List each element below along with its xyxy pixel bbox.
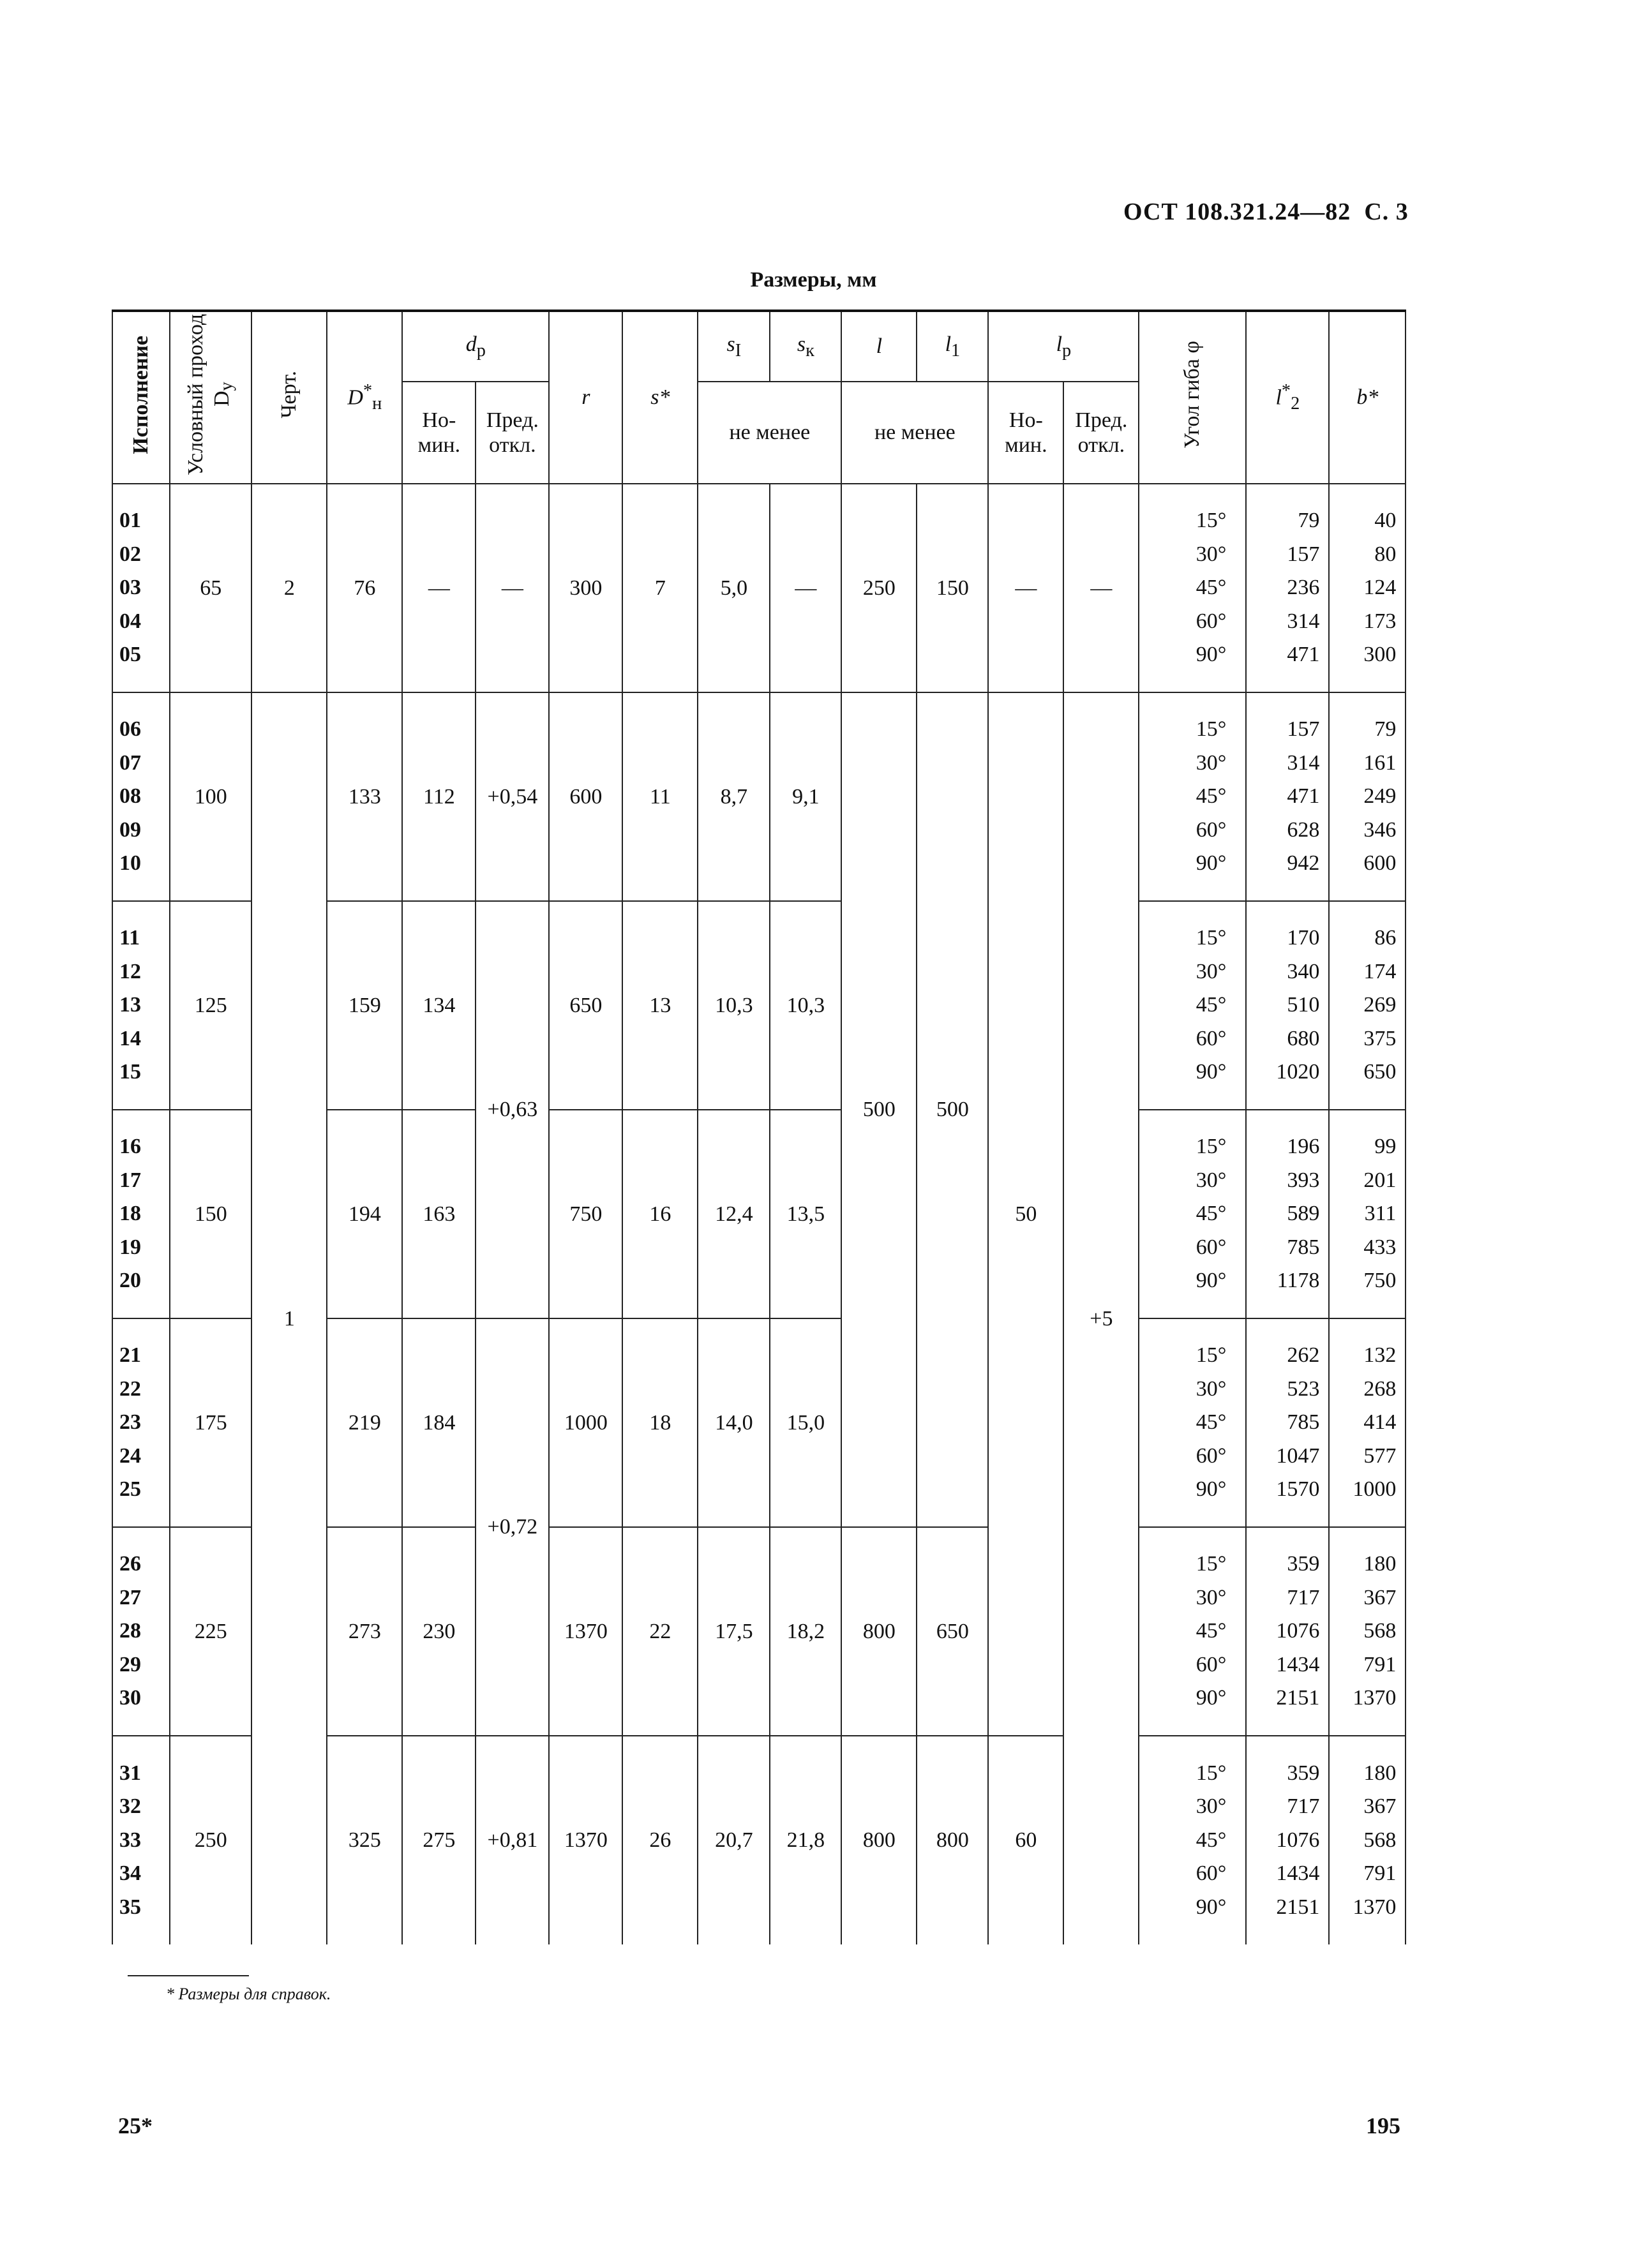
l2-list-item: 523 — [1287, 1376, 1320, 1401]
lp-nom-cell: — — [988, 484, 1063, 692]
l2-list-item: 236 — [1287, 576, 1320, 600]
angle-list — [1139, 1110, 1246, 1318]
angle-list-item: 60° — [1196, 609, 1227, 633]
angle-list — [1139, 692, 1246, 901]
col-dp: $d_р$ — [402, 311, 549, 382]
execution-list-item: 30 — [119, 1686, 141, 1710]
angle-list-item: 90° — [1196, 643, 1227, 667]
b-list-item: 414 — [1363, 1410, 1397, 1435]
dp-nom-cell: 230 — [402, 1527, 476, 1736]
l1-merged-500: 500 — [917, 692, 988, 1527]
execution-list-item: 01 — [119, 509, 141, 533]
col-execution: Исполнение — [112, 311, 170, 484]
page-number-left: 25* — [118, 2113, 153, 2138]
execution-list-item: 24 — [119, 1444, 141, 1468]
b-list-item: 180 — [1363, 1761, 1397, 1785]
b-list-item: 791 — [1363, 1652, 1397, 1676]
col-s1: $s_I$ — [698, 311, 770, 382]
angle-list-item: 45° — [1196, 576, 1227, 600]
b-list-item: 79 — [1374, 717, 1397, 742]
execution-list — [112, 1736, 170, 1944]
dp-nom-cell: 163 — [402, 1110, 476, 1318]
angle-list-item: 15° — [1196, 1343, 1227, 1368]
execution-list — [112, 692, 170, 901]
l-cell: 250 — [841, 484, 917, 692]
angle-list-item: 30° — [1196, 1794, 1227, 1819]
l2-list-item: 1178 — [1277, 1269, 1320, 1293]
page-number-right: 195 — [1366, 2113, 1400, 2138]
execution-list-item: 28 — [119, 1619, 141, 1643]
execution-list — [112, 1110, 170, 1318]
dn-cell: 133 — [327, 692, 402, 901]
execution-list-item: 17 — [119, 1168, 141, 1192]
l2-list — [1246, 1110, 1329, 1318]
b-list-item: 367 — [1363, 1794, 1397, 1819]
table-body — [112, 484, 1406, 1944]
execution-list-item: 25 — [119, 1477, 141, 1502]
execution-list-item: 12 — [119, 959, 141, 983]
angle-list-item: 90° — [1196, 1269, 1227, 1293]
table-row — [112, 484, 1406, 692]
table-title: Размеры, мм — [750, 268, 877, 292]
l2-list — [1246, 1736, 1329, 1944]
document-header — [1123, 198, 1409, 226]
execution-list-item: 13 — [119, 993, 141, 1017]
execution-list-item: 05 — [119, 643, 141, 667]
l2-list-item: 2151 — [1276, 1895, 1320, 1919]
angle-list — [1139, 1736, 1246, 1944]
l1-cell: 150 — [917, 484, 988, 692]
col-lp-dev: Пред. откл. — [1063, 382, 1139, 484]
sk-cell: 21,8 — [770, 1736, 841, 1944]
angle-list — [1139, 1527, 1246, 1736]
dy-cell: 225 — [170, 1527, 251, 1736]
sk-cell: 15,0 — [770, 1318, 841, 1527]
b-list-item: 180 — [1363, 1552, 1397, 1576]
dy-cell: 100 — [170, 692, 251, 901]
b-list — [1329, 1110, 1406, 1318]
dn-cell: 273 — [327, 1527, 402, 1736]
lp-dev-merged-5: +5 — [1063, 692, 1139, 1944]
execution-list-item: 26 — [119, 1552, 141, 1576]
footnote: * Размеры для справок. — [166, 1985, 331, 2003]
dn-cell: 219 — [327, 1318, 402, 1527]
b-list-item: 750 — [1363, 1269, 1397, 1293]
l2-list-item: 359 — [1287, 1552, 1320, 1576]
col-l-not-less: не менее — [841, 382, 988, 484]
b-list-item: 346 — [1363, 817, 1397, 842]
l-cell: 800 — [841, 1736, 917, 1944]
l2-list-item: 314 — [1287, 750, 1320, 775]
doc-code: ОСТ 108.321.24—82 — [1123, 198, 1351, 225]
r-cell: 600 — [549, 692, 622, 901]
col-lp: $l_р$ — [988, 311, 1139, 382]
table-head — [112, 311, 1406, 484]
l2-list — [1246, 692, 1329, 901]
b-list-item: 1370 — [1353, 1895, 1397, 1919]
angle-list-item: 90° — [1196, 1060, 1227, 1084]
l2-list-item: 1434 — [1276, 1652, 1320, 1676]
l2-list-item: 79 — [1298, 509, 1320, 533]
l2-list-item: 942 — [1287, 851, 1320, 876]
angle-list-item: 30° — [1196, 542, 1227, 566]
execution-list-item: 21 — [119, 1343, 141, 1368]
b-list-item: 249 — [1363, 784, 1397, 809]
angle-list-item: 45° — [1196, 784, 1227, 809]
l2-list-item: 1076 — [1276, 1619, 1320, 1643]
execution-list — [112, 484, 170, 692]
execution-list-item: 20 — [119, 1269, 141, 1293]
execution-list-item: 10 — [119, 851, 141, 876]
dp-nom-cell: — — [402, 484, 476, 692]
angle-list-item: 60° — [1196, 1652, 1227, 1676]
angle-list-item: 15° — [1196, 1552, 1227, 1576]
angle-list-item: 45° — [1196, 1410, 1227, 1435]
dp-dev-cell: +0,54 — [476, 692, 549, 901]
table-row — [112, 692, 1406, 901]
col-dp-nom: Но-мин. — [402, 382, 476, 484]
angle-list-item: 30° — [1196, 750, 1227, 775]
footnote-rule — [128, 1975, 249, 1976]
col-r: r — [549, 311, 622, 484]
s-cell: 16 — [622, 1110, 698, 1318]
r-cell: 650 — [549, 901, 622, 1110]
b-list-item: 86 — [1374, 926, 1397, 950]
col-l2: $l^*_2$ — [1246, 311, 1329, 484]
execution-list-item: 31 — [119, 1761, 141, 1785]
sk-cell: 9,1 — [770, 692, 841, 901]
b-list-item: 174 — [1363, 959, 1397, 983]
l2-list-item: 262 — [1287, 1343, 1320, 1368]
angle-list-item: 30° — [1196, 1168, 1227, 1192]
b-list-item: 577 — [1363, 1444, 1397, 1468]
angle-list-item: 90° — [1196, 1686, 1227, 1710]
dn-cell: 159 — [327, 901, 402, 1110]
angle-list-item: 60° — [1196, 1026, 1227, 1050]
col-s-not-less: не менее — [698, 382, 841, 484]
dn-cell: 325 — [327, 1736, 402, 1944]
l2-list-item: 1076 — [1276, 1828, 1320, 1852]
col-l: l — [841, 311, 917, 382]
execution-list-item: 15 — [119, 1060, 141, 1084]
execution-list-item: 27 — [119, 1585, 141, 1609]
b-list-item: 1000 — [1353, 1477, 1397, 1502]
l2-list-item: 471 — [1287, 643, 1320, 667]
dy-cell: 175 — [170, 1318, 251, 1527]
b-list — [1329, 692, 1406, 901]
b-list-item: 568 — [1363, 1828, 1397, 1852]
s1-cell: 12,4 — [698, 1110, 770, 1318]
lp-nom-cell: 60 — [988, 1736, 1063, 1944]
l2-list — [1246, 1318, 1329, 1527]
col-b: b* — [1329, 311, 1406, 484]
angle-list-item: 90° — [1196, 1895, 1227, 1919]
b-list — [1329, 901, 1406, 1110]
col-angle: Угол гиба φ — [1139, 311, 1246, 484]
execution-list-item: 03 — [119, 576, 141, 600]
lp-dev-cell: — — [1063, 484, 1139, 692]
l2-list-item: 359 — [1287, 1761, 1320, 1785]
b-list-item: 99 — [1374, 1135, 1397, 1159]
l2-list-item: 1434 — [1276, 1861, 1320, 1886]
l2-list — [1246, 901, 1329, 1110]
l2-list-item: 510 — [1287, 993, 1320, 1017]
s-cell: 11 — [622, 692, 698, 901]
execution-list — [112, 1318, 170, 1527]
angle-list-item: 15° — [1196, 1761, 1227, 1785]
b-list — [1329, 1527, 1406, 1736]
l2-list-item: 157 — [1287, 542, 1320, 566]
b-list-item: 1370 — [1353, 1686, 1397, 1710]
dy-cell: 150 — [170, 1110, 251, 1318]
dp-dev-cell: — — [476, 484, 549, 692]
execution-list — [112, 901, 170, 1110]
sk-cell: 18,2 — [770, 1527, 841, 1736]
angle-list-item: 30° — [1196, 1376, 1227, 1401]
b-list-item: 201 — [1363, 1168, 1397, 1192]
angle-list-item: 45° — [1196, 1202, 1227, 1226]
b-list-item: 173 — [1363, 609, 1397, 633]
s1-cell: 17,5 — [698, 1527, 770, 1736]
execution-list-item: 16 — [119, 1135, 141, 1159]
execution-list-item: 34 — [119, 1861, 141, 1886]
execution-list — [112, 1527, 170, 1736]
l2-list-item: 785 — [1287, 1235, 1320, 1259]
b-list — [1329, 1318, 1406, 1527]
execution-list-item: 04 — [119, 609, 141, 633]
s1-cell: 5,0 — [698, 484, 770, 692]
r-cell: 1370 — [549, 1736, 622, 1944]
l2-list-item: 680 — [1287, 1026, 1320, 1050]
s-cell: 13 — [622, 901, 698, 1110]
l2-list — [1246, 1527, 1329, 1736]
dy-cell: 250 — [170, 1736, 251, 1944]
execution-list-item: 29 — [119, 1652, 141, 1676]
execution-list-item: 22 — [119, 1376, 141, 1401]
angle-list — [1139, 1318, 1246, 1527]
dp-dev-cell: +0,81 — [476, 1736, 549, 1944]
dy-cell: 125 — [170, 901, 251, 1110]
angle-list-item: 60° — [1196, 817, 1227, 842]
execution-list-item: 07 — [119, 750, 141, 775]
b-list-item: 132 — [1363, 1343, 1397, 1368]
execution-list-item: 09 — [119, 817, 141, 842]
dimensions-table-wrap — [112, 310, 1406, 1944]
b-list-item: 124 — [1363, 576, 1397, 600]
s-cell: 7 — [622, 484, 698, 692]
angle-list-item: 45° — [1196, 1619, 1227, 1643]
b-list-item: 568 — [1363, 1619, 1397, 1643]
dp-dev-merged-072: +0,72 — [476, 1318, 549, 1736]
col-l1: $l_1$ — [917, 311, 988, 382]
r-cell: 1000 — [549, 1318, 622, 1527]
b-list-item: 650 — [1363, 1060, 1397, 1084]
lp-nom-merged-50: 50 — [988, 692, 1063, 1736]
b-list-item: 375 — [1363, 1026, 1397, 1050]
r-cell: 1370 — [549, 1527, 622, 1736]
dimensions-table — [112, 310, 1406, 1944]
execution-list-item: 18 — [119, 1202, 141, 1226]
s-cell: 26 — [622, 1736, 698, 1944]
l2-list-item: 785 — [1287, 1410, 1320, 1435]
b-list-item: 268 — [1363, 1376, 1397, 1401]
l2-list-item: 717 — [1287, 1794, 1320, 1819]
execution-list-item: 35 — [119, 1895, 141, 1919]
s1-cell: 10,3 — [698, 901, 770, 1110]
dy-cell: 65 — [170, 484, 251, 692]
l2-list — [1246, 484, 1329, 692]
s-cell: 18 — [622, 1318, 698, 1527]
b-list-item: 311 — [1364, 1202, 1397, 1226]
col-dn: $D^*_н$ — [327, 311, 402, 484]
execution-list-item: 06 — [119, 717, 141, 742]
angle-list-item: 90° — [1196, 1477, 1227, 1502]
b-list-item: 791 — [1363, 1861, 1397, 1886]
col-s: s* — [622, 311, 698, 484]
b-list — [1329, 484, 1406, 692]
angle-list-item: 30° — [1196, 959, 1227, 983]
l2-list-item: 170 — [1287, 926, 1320, 950]
col-drawing: Черт. — [251, 311, 327, 484]
l2-list-item: 340 — [1287, 959, 1320, 983]
dn-cell: 194 — [327, 1110, 402, 1318]
drawing-cell-merged: 1 — [251, 692, 327, 1944]
s-cell: 22 — [622, 1527, 698, 1736]
s1-cell: 8,7 — [698, 692, 770, 901]
col-dy: Условный проход $D_у$ — [170, 311, 251, 484]
l2-list-item: 2151 — [1276, 1686, 1320, 1710]
l1-cell: 800 — [917, 1736, 988, 1944]
angle-list-item: 45° — [1196, 993, 1227, 1017]
angle-list-item: 15° — [1196, 926, 1227, 950]
b-list-item: 367 — [1363, 1585, 1397, 1609]
angle-list-item: 30° — [1196, 1585, 1227, 1609]
b-list — [1329, 1736, 1406, 1944]
l2-list-item: 589 — [1287, 1202, 1320, 1226]
col-lp-nom: Но-мин. — [988, 382, 1063, 484]
angle-list — [1139, 484, 1246, 692]
s1-cell: 14,0 — [698, 1318, 770, 1527]
l2-list-item: 157 — [1287, 717, 1320, 742]
l-cell: 800 — [841, 1527, 917, 1736]
sk-cell: 10,3 — [770, 901, 841, 1110]
l1-cell: 650 — [917, 1527, 988, 1736]
sk-cell: 13,5 — [770, 1110, 841, 1318]
dp-nom-cell: 184 — [402, 1318, 476, 1527]
col-sk: $s_к$ — [770, 311, 841, 382]
angle-list-item: 90° — [1196, 851, 1227, 876]
dp-nom-cell: 112 — [402, 692, 476, 901]
b-list-item: 433 — [1363, 1235, 1397, 1259]
execution-list-item: 11 — [119, 926, 140, 950]
dn-cell: 76 — [327, 484, 402, 692]
r-cell: 750 — [549, 1110, 622, 1318]
drawing-cell: 2 — [251, 484, 327, 692]
b-list-item: 161 — [1363, 750, 1397, 775]
angle-list-item: 60° — [1196, 1444, 1227, 1468]
execution-list-item: 14 — [119, 1026, 141, 1050]
l2-list-item: 1047 — [1276, 1444, 1320, 1468]
s1-cell: 20,7 — [698, 1736, 770, 1944]
b-list-item: 80 — [1374, 542, 1397, 566]
dp-dev-merged-063: +0,63 — [476, 901, 549, 1318]
b-list-item: 600 — [1363, 851, 1397, 876]
r-cell: 300 — [549, 484, 622, 692]
l2-list-item: 1020 — [1276, 1060, 1320, 1084]
angle-list-item: 45° — [1196, 1828, 1227, 1852]
execution-list-item: 08 — [119, 784, 141, 809]
l2-list-item: 717 — [1287, 1585, 1320, 1609]
l2-list-item: 1570 — [1276, 1477, 1320, 1502]
b-list-item: 269 — [1363, 993, 1397, 1017]
angle-list — [1139, 901, 1246, 1110]
l2-list-item: 314 — [1287, 609, 1320, 633]
angle-list-item: 15° — [1196, 1135, 1227, 1159]
execution-list-item: 32 — [119, 1794, 141, 1819]
l2-list-item: 196 — [1287, 1135, 1320, 1159]
page-ref: С. 3 — [1364, 198, 1409, 225]
l2-list-item: 471 — [1287, 784, 1320, 809]
l2-list-item: 628 — [1287, 817, 1320, 842]
execution-list-item: 33 — [119, 1828, 141, 1852]
angle-list-item: 60° — [1196, 1235, 1227, 1259]
angle-list-item: 15° — [1196, 509, 1227, 533]
sk-cell: — — [770, 484, 841, 692]
angle-list-item: 15° — [1196, 717, 1227, 742]
execution-list-item: 23 — [119, 1410, 141, 1435]
l2-list-item: 393 — [1287, 1168, 1320, 1192]
b-list-item: 300 — [1363, 643, 1397, 667]
dp-nom-cell: 275 — [402, 1736, 476, 1944]
l-merged-500: 500 — [841, 692, 917, 1527]
angle-list-item: 60° — [1196, 1861, 1227, 1886]
b-list-item: 40 — [1374, 509, 1397, 533]
execution-list-item: 19 — [119, 1235, 141, 1259]
dp-nom-cell: 134 — [402, 901, 476, 1110]
execution-list-item: 02 — [119, 542, 141, 566]
col-dp-dev: Пред. откл. — [476, 382, 549, 484]
